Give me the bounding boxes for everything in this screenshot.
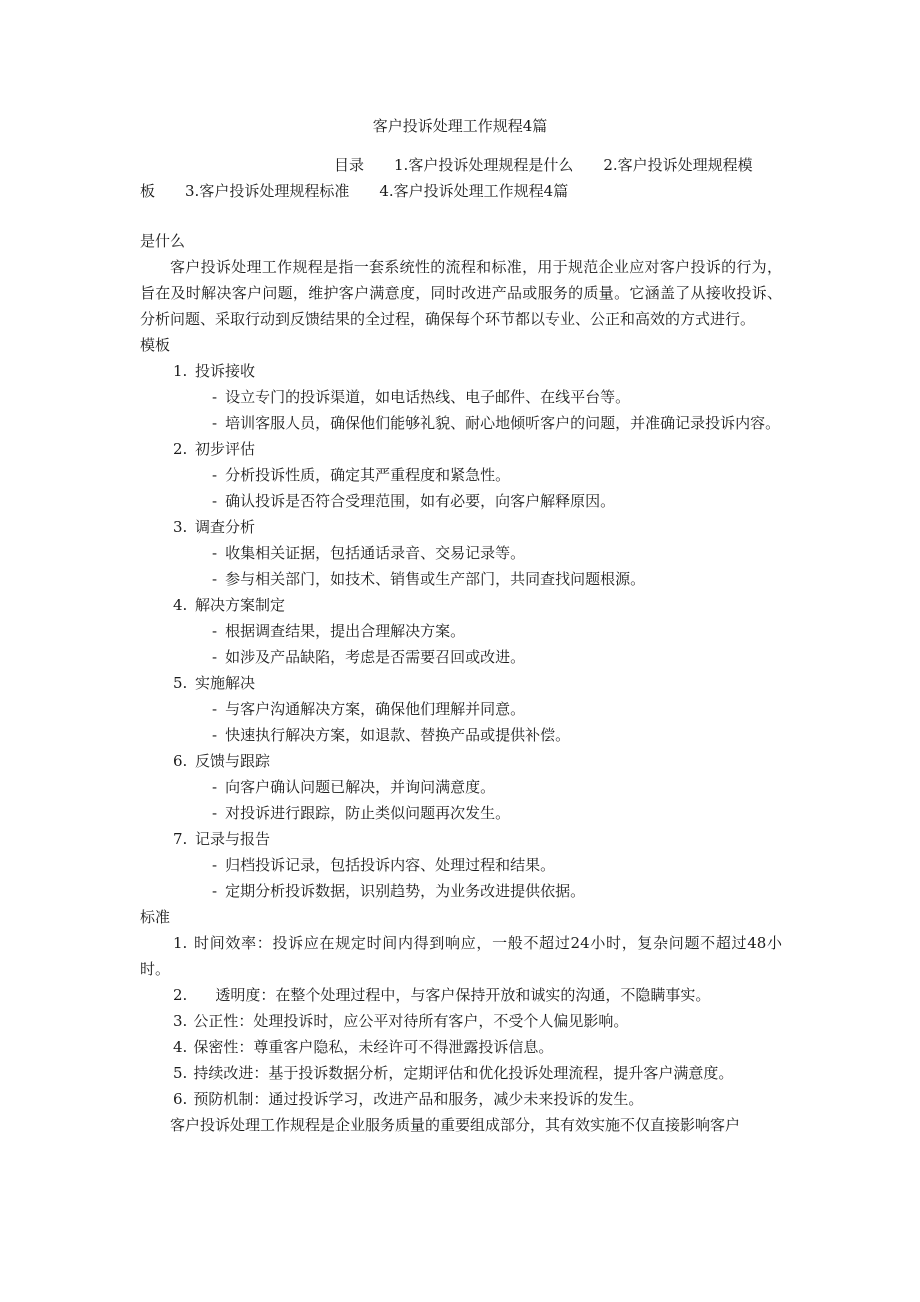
document-title: 客户投诉处理工作规程4篇 xyxy=(372,117,548,135)
step-title: 记录与报告 xyxy=(195,830,271,848)
bullet-dash: - xyxy=(212,700,218,718)
step-bullet xyxy=(140,462,782,488)
bullet-dash: - xyxy=(212,492,218,510)
bullet-dash: - xyxy=(212,570,218,588)
step-bullet xyxy=(140,644,782,670)
section-heading-what: 是什么 xyxy=(140,232,186,250)
closing-paragraph: 客户投诉处理工作规程是企业服务质量的重要组成部分，其有效实施不仅直接影响客户 xyxy=(170,1116,741,1134)
bullet-dash: - xyxy=(212,544,218,562)
bullet-text: 培训客服人员，确保他们能够礼貌、耐心地倾听客户的问题，并准确记录投诉内容。 xyxy=(225,414,781,432)
toc-item-4: 4.客户投诉处理工作规程4篇 xyxy=(379,182,569,200)
toc-item-2-continued: 板 xyxy=(140,182,156,200)
bullet-text: 确认投诉是否符合受理范围，如有必要，向客户解释原因。 xyxy=(225,492,616,510)
step-number: 7. xyxy=(173,830,188,848)
toc-line-1 xyxy=(140,152,782,178)
bullet-dash: - xyxy=(212,856,218,874)
template-step xyxy=(140,826,782,852)
step-bullet xyxy=(140,540,782,566)
standard-text: 公正性：处理投诉时，应公平对待所有客户，不受个人偏见影响。 xyxy=(193,1012,629,1030)
step-number: 5. xyxy=(173,674,188,692)
bullet-dash: - xyxy=(212,778,218,796)
standard-text: 透明度：在整个处理过程中，与客户保持开放和诚实的沟通，不隐瞒事实。 xyxy=(215,986,711,1004)
step-bullet xyxy=(140,384,782,410)
standard-number: 3. xyxy=(173,1012,188,1030)
bullet-dash: - xyxy=(212,388,218,406)
bullet-dash: - xyxy=(212,804,218,822)
step-bullet xyxy=(140,800,782,826)
step-number: 3. xyxy=(173,518,188,536)
step-number: 4. xyxy=(173,596,188,614)
template-steps xyxy=(140,358,782,904)
step-bullet xyxy=(140,696,782,722)
bullet-text: 分析投诉性质，确定其严重程度和紧急性。 xyxy=(225,466,511,484)
step-title: 初步评估 xyxy=(195,440,256,458)
bullet-text: 根据调查结果，提出合理解决方案。 xyxy=(225,622,466,640)
bullet-text: 向客户确认问题已解决，并询问满意度。 xyxy=(225,778,496,796)
standard-text: 预防机制：通过投诉学习，改进产品和服务，减少未来投诉的发生。 xyxy=(193,1090,644,1108)
standard-text: 保密性：尊重客户隐私，未经许可不得泄露投诉信息。 xyxy=(193,1038,554,1056)
toc-item-1: 1.客户投诉处理规程是什么 xyxy=(394,156,574,174)
bullet-text: 定期分析投诉数据，识别趋势，为业务改进提供依据。 xyxy=(225,882,586,900)
bullet-dash: - xyxy=(212,466,218,484)
template-step xyxy=(140,748,782,774)
standard-item xyxy=(140,982,782,1008)
step-title: 投诉接收 xyxy=(195,362,256,380)
template-step xyxy=(140,436,782,462)
template-step xyxy=(140,358,782,384)
step-number: 1. xyxy=(173,362,188,380)
bullet-text: 归档投诉记录，包括投诉内容、处理过程和结果。 xyxy=(225,856,556,874)
template-step xyxy=(140,670,782,696)
bullet-text: 如涉及产品缺陷，考虑是否需要召回或改进。 xyxy=(225,648,526,666)
toc-item-2: 2.客户投诉处理规程模 xyxy=(603,156,753,174)
template-step xyxy=(140,514,782,540)
bullet-text: 对投诉进行跟踪，防止类似问题再次发生。 xyxy=(225,804,511,822)
step-bullet xyxy=(140,878,782,904)
standard-item xyxy=(140,1086,782,1112)
bullet-dash: - xyxy=(212,882,218,900)
section-heading-template: 模板 xyxy=(140,336,171,354)
standard-text: 持续改进：基于投诉数据分析，定期评估和优化投诉处理流程，提升客户满意度。 xyxy=(193,1064,734,1082)
step-bullet xyxy=(140,774,782,800)
step-title: 解决方案制定 xyxy=(195,596,286,614)
section-heading-standard: 标准 xyxy=(140,908,171,926)
bullet-text: 收集相关证据，包括通话录音、交易记录等。 xyxy=(225,544,526,562)
template-step xyxy=(140,592,782,618)
bullet-dash: - xyxy=(212,622,218,640)
step-title: 反馈与跟踪 xyxy=(195,752,271,770)
bullet-text: 与客户沟通解决方案，确保他们理解并同意。 xyxy=(225,700,526,718)
standard-number: 2. xyxy=(173,986,188,1004)
toc-item-3: 3.客户投诉处理规程标准 xyxy=(185,182,350,200)
step-bullet xyxy=(140,410,782,436)
bullet-text: 快速执行解决方案，如退款、替换产品或提供补偿。 xyxy=(225,726,571,744)
bullet-dash: - xyxy=(212,414,218,432)
standard-item xyxy=(140,1008,782,1034)
document-body xyxy=(140,228,782,1138)
bullet-text: 参与相关部门，如技术、销售或生产部门，共同查找问题根源。 xyxy=(225,570,646,588)
step-number: 6. xyxy=(173,752,188,770)
standard-number: 6. xyxy=(173,1090,188,1108)
step-number: 2. xyxy=(173,440,188,458)
step-bullet xyxy=(140,566,782,592)
standard-number: 4. xyxy=(173,1038,188,1056)
toc-label: 目录 xyxy=(334,156,365,174)
step-bullet xyxy=(140,488,782,514)
standard-item xyxy=(140,930,782,982)
bullet-dash: - xyxy=(212,726,218,744)
toc-line-2 xyxy=(140,178,782,204)
step-bullet xyxy=(140,852,782,878)
definition-paragraph: 客户投诉处理工作规程是指一套系统性的流程和标准，用于规范企业应对客户投诉的行为，旨在及时解决客户问题，维护客户满意度，同时改进产品或服务的质量。它涵盖了从接收投诉、分析问题、采取行动到反馈结果的全过程，确保每个环节都以专业、公正和高效的方式进行。 xyxy=(140,258,782,328)
bullet-text: 设立专门的投诉渠道，如电话热线、电子邮件、在线平台等。 xyxy=(225,388,631,406)
standards-list xyxy=(140,930,782,1112)
step-title: 调查分析 xyxy=(195,518,256,536)
bullet-dash: - xyxy=(212,648,218,666)
step-bullet xyxy=(140,722,782,748)
table-of-contents xyxy=(140,152,782,204)
step-title: 实施解决 xyxy=(195,674,256,692)
standard-text: 时间效率：投诉应在规定时间内得到响应，一般不超过24小时，复杂问题不超过48小时。 xyxy=(140,934,782,978)
standard-number: 1. xyxy=(173,934,188,952)
standard-item xyxy=(140,1034,782,1060)
step-bullet xyxy=(140,618,782,644)
standard-item xyxy=(140,1060,782,1086)
standard-number: 5. xyxy=(173,1064,188,1082)
